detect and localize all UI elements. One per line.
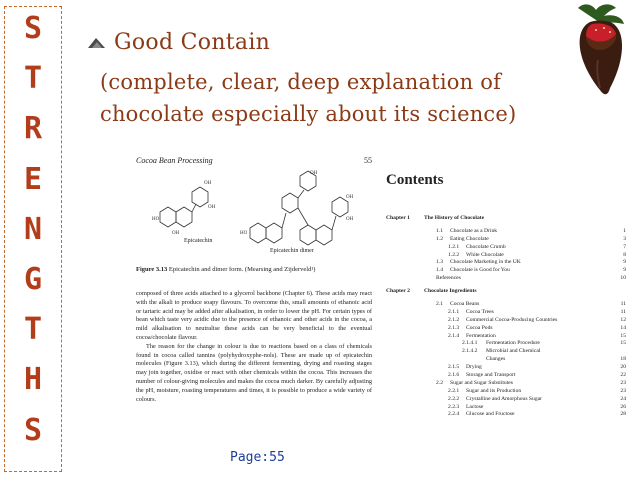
toc-page: 9 [623, 267, 626, 274]
toc-row [386, 404, 626, 412]
toc-number: 1.2 [436, 235, 443, 242]
toc-title: White Chocolate [466, 251, 504, 258]
paragraph: The reason for the change in colour is due to reactions based on a class of chemicals found in cocoa called tannins (polyhydroxyphe-nols). These are made up of epicatechin molecules (Figure 3.13), which during the different fermenting, drying and roasting stages may join together, oxidise or react with other chemicals within the cocoa. This increases the number of colour-giving molecules and makes the cocoa much darker. By carefully adjusting the pH, moisture, roasting temperatures and times, it is possible to produce a wide variety of colours. [136, 342, 372, 403]
title-letter: T [23, 61, 43, 97]
toc-title: Fermentation [466, 332, 496, 339]
book-page-excerpt [110, 140, 380, 460]
toc-number: 2.2 [436, 379, 443, 386]
svg-text:OH: OH [208, 205, 216, 210]
toc-title: Eating Chocolate [450, 235, 489, 242]
chocolate-strawberry-icon [570, 0, 638, 98]
subtext-line: (complete, clear, deep explanation of [100, 70, 502, 94]
toc-title: Cocoa Beans [450, 301, 480, 308]
toc-page: 28 [620, 411, 626, 418]
page-header-title: Cocoa Bean Processing [136, 156, 213, 165]
toc-title: Lactose [466, 403, 484, 410]
figure-caption [136, 266, 376, 273]
toc-number: 2.2.4 [448, 411, 460, 418]
svg-text:OH: OH [310, 171, 318, 176]
toc-row [386, 388, 626, 396]
toc-page: 23 [620, 379, 626, 386]
epicatechin-structure-diagram [150, 170, 360, 260]
toc-number: 2.1.4.2 [462, 348, 478, 355]
toc-page: 8 [623, 251, 626, 258]
toc-row [386, 411, 626, 419]
toc-row [386, 333, 626, 341]
bullet-point [88, 30, 270, 55]
toc-page: 26 [620, 403, 626, 410]
toc-chapter [386, 215, 626, 223]
svg-text:OH: OH [172, 231, 180, 236]
toc-title: Chocolate Crumb [466, 243, 506, 250]
title-letter: H [23, 362, 43, 398]
toc-number: 2.2.3 [448, 403, 460, 410]
toc-title: Fermentation Procedure [486, 340, 540, 347]
toc-title: Glucose and Fructose [466, 411, 515, 418]
toc-number: 1.1 [436, 227, 443, 234]
chapter-label: Chapter 2 [386, 288, 410, 295]
toc-chapter [386, 288, 626, 296]
toc-row [386, 236, 626, 244]
figure-number: Figure 3.13 [136, 266, 168, 273]
toc-row [386, 252, 626, 260]
contents-title: Contents [386, 172, 444, 188]
toc-number: 1.2.1 [448, 243, 460, 250]
svg-text:OH: OH [346, 195, 354, 200]
title-letter: R [23, 111, 43, 147]
page-body-text [136, 290, 372, 404]
chapter-label: Chapter 1 [386, 215, 410, 221]
toc-page: 10 [620, 275, 626, 282]
toc-row [386, 348, 626, 356]
toc-number: 2.1.5 [448, 364, 460, 371]
svg-text:HO: HO [240, 231, 248, 236]
toc-list [386, 301, 626, 419]
page-header [136, 156, 372, 165]
toc-row [386, 317, 626, 325]
toc-title: Sugar and Sugar Substitutes [450, 379, 513, 386]
toc-page: 11 [620, 301, 626, 308]
bullet-arrow-icon [88, 37, 106, 49]
toc-number: 1.3 [436, 259, 443, 266]
page-header-number: 55 [364, 156, 372, 165]
vertical-title [8, 4, 58, 456]
table-of-contents [386, 210, 626, 419]
chapter-title: The History of Chocolate [424, 215, 485, 221]
toc-row [386, 244, 626, 252]
title-letter: T [23, 312, 43, 348]
toc-title: Cocoa Pods [466, 324, 493, 331]
toc-number: 2.1.2 [448, 316, 460, 323]
bullet-subtext [100, 66, 560, 130]
toc-row [386, 301, 626, 309]
toc-row [386, 325, 626, 333]
svg-text:HO: HO [152, 217, 160, 222]
title-letter: S [23, 11, 43, 46]
toc-page: 1 [623, 227, 626, 234]
toc-page: 7 [623, 243, 626, 250]
strengths-sidebar [0, 0, 68, 479]
toc-row [386, 228, 626, 236]
toc-title: Microbial and Chemical [486, 348, 541, 355]
toc-page: 20 [620, 364, 626, 371]
toc-row [386, 275, 626, 283]
title-letter: S [23, 412, 43, 448]
slide-content [68, 0, 638, 479]
bullet-text: Good Contain [114, 30, 271, 55]
toc-list [386, 228, 626, 283]
toc-number: 1.4 [436, 267, 443, 274]
toc-number: 2.1.3 [448, 324, 460, 331]
toc-page: 15 [620, 340, 626, 347]
toc-page: 15 [620, 332, 626, 339]
toc-title: Chocolate is Good for You [450, 267, 510, 274]
svg-text:OH: OH [346, 217, 354, 222]
toc-page: 14 [620, 324, 626, 331]
toc-page: 9 [623, 259, 626, 266]
title-letter: E [23, 161, 43, 197]
toc-row [386, 364, 626, 372]
toc-page: 11 [620, 308, 626, 315]
contents-page-excerpt [374, 166, 638, 456]
subtext-line: chocolate especially about its science) [100, 102, 517, 126]
toc-page: 24 [620, 395, 626, 402]
figure-caption-text: Epicatechin and dimer form. (Mearsing and Zijderveld¹) [168, 266, 316, 273]
toc-row [386, 309, 626, 317]
toc-row [386, 356, 626, 364]
toc-title: Changes [486, 356, 506, 363]
toc-number: 2.2.2 [448, 395, 460, 402]
molecule-label: Epicatechin dimer [270, 248, 314, 254]
toc-number: 2.1.1 [448, 308, 460, 315]
toc-number: 1.2.2 [448, 251, 460, 258]
title-letter: G [23, 261, 43, 297]
toc-title: Sugar and its Production [466, 387, 522, 394]
paragraph: composed of three acids attached to a glycerol backbone (Chapter 6). These acids may react with the alkali to produce soapy flavours. To overcome this, small amounts of ethanoic acid or tartaric acid may be added after alkalisation, in order to lower the pH. For certain types of bean which taste very acidic due to the presence of ethanoic and other acids in the cocoa, a mild alkalisation to neutralise these acids can be very beneficial to the eventual cocoa/chocolate flavour. [136, 290, 372, 341]
toc-row [386, 372, 626, 380]
toc-page: 23 [620, 387, 626, 394]
title-letter: N [23, 211, 43, 247]
toc-title: Storage and Transport [466, 372, 516, 379]
toc-row [386, 380, 626, 388]
toc-title: Chocolate Marketing in the UK [450, 259, 521, 266]
toc-title: Cocoa Trees [466, 308, 494, 315]
toc-row [386, 267, 626, 275]
toc-number: 2.2.1 [448, 387, 460, 394]
toc-row [386, 340, 626, 348]
toc-title: Crystalline and Amorphous Sugar [466, 395, 542, 402]
toc-number: 2.1.6 [448, 372, 460, 379]
svg-text:OH: OH [204, 181, 212, 186]
toc-number: 2.1.4 [448, 332, 460, 339]
toc-title: Drying [466, 364, 482, 371]
page-reference-label: Page:55 [230, 450, 285, 465]
chapter-title: Chocolate Ingredients [424, 288, 477, 295]
toc-title: Commercial Cocoa-Producing Countries [466, 316, 558, 323]
toc-page: 12 [620, 316, 626, 323]
toc-number: 2.1 [436, 301, 443, 308]
molecule-label: Epicatechin [184, 238, 213, 244]
toc-page: 22 [620, 372, 626, 379]
toc-number: 2.1.4.1 [462, 340, 478, 347]
toc-title: Chocolate as a Drink [450, 227, 498, 234]
toc-page: 18 [620, 356, 626, 363]
toc-title: References [436, 275, 461, 282]
toc-row [386, 396, 626, 404]
toc-page: 3 [623, 235, 626, 242]
